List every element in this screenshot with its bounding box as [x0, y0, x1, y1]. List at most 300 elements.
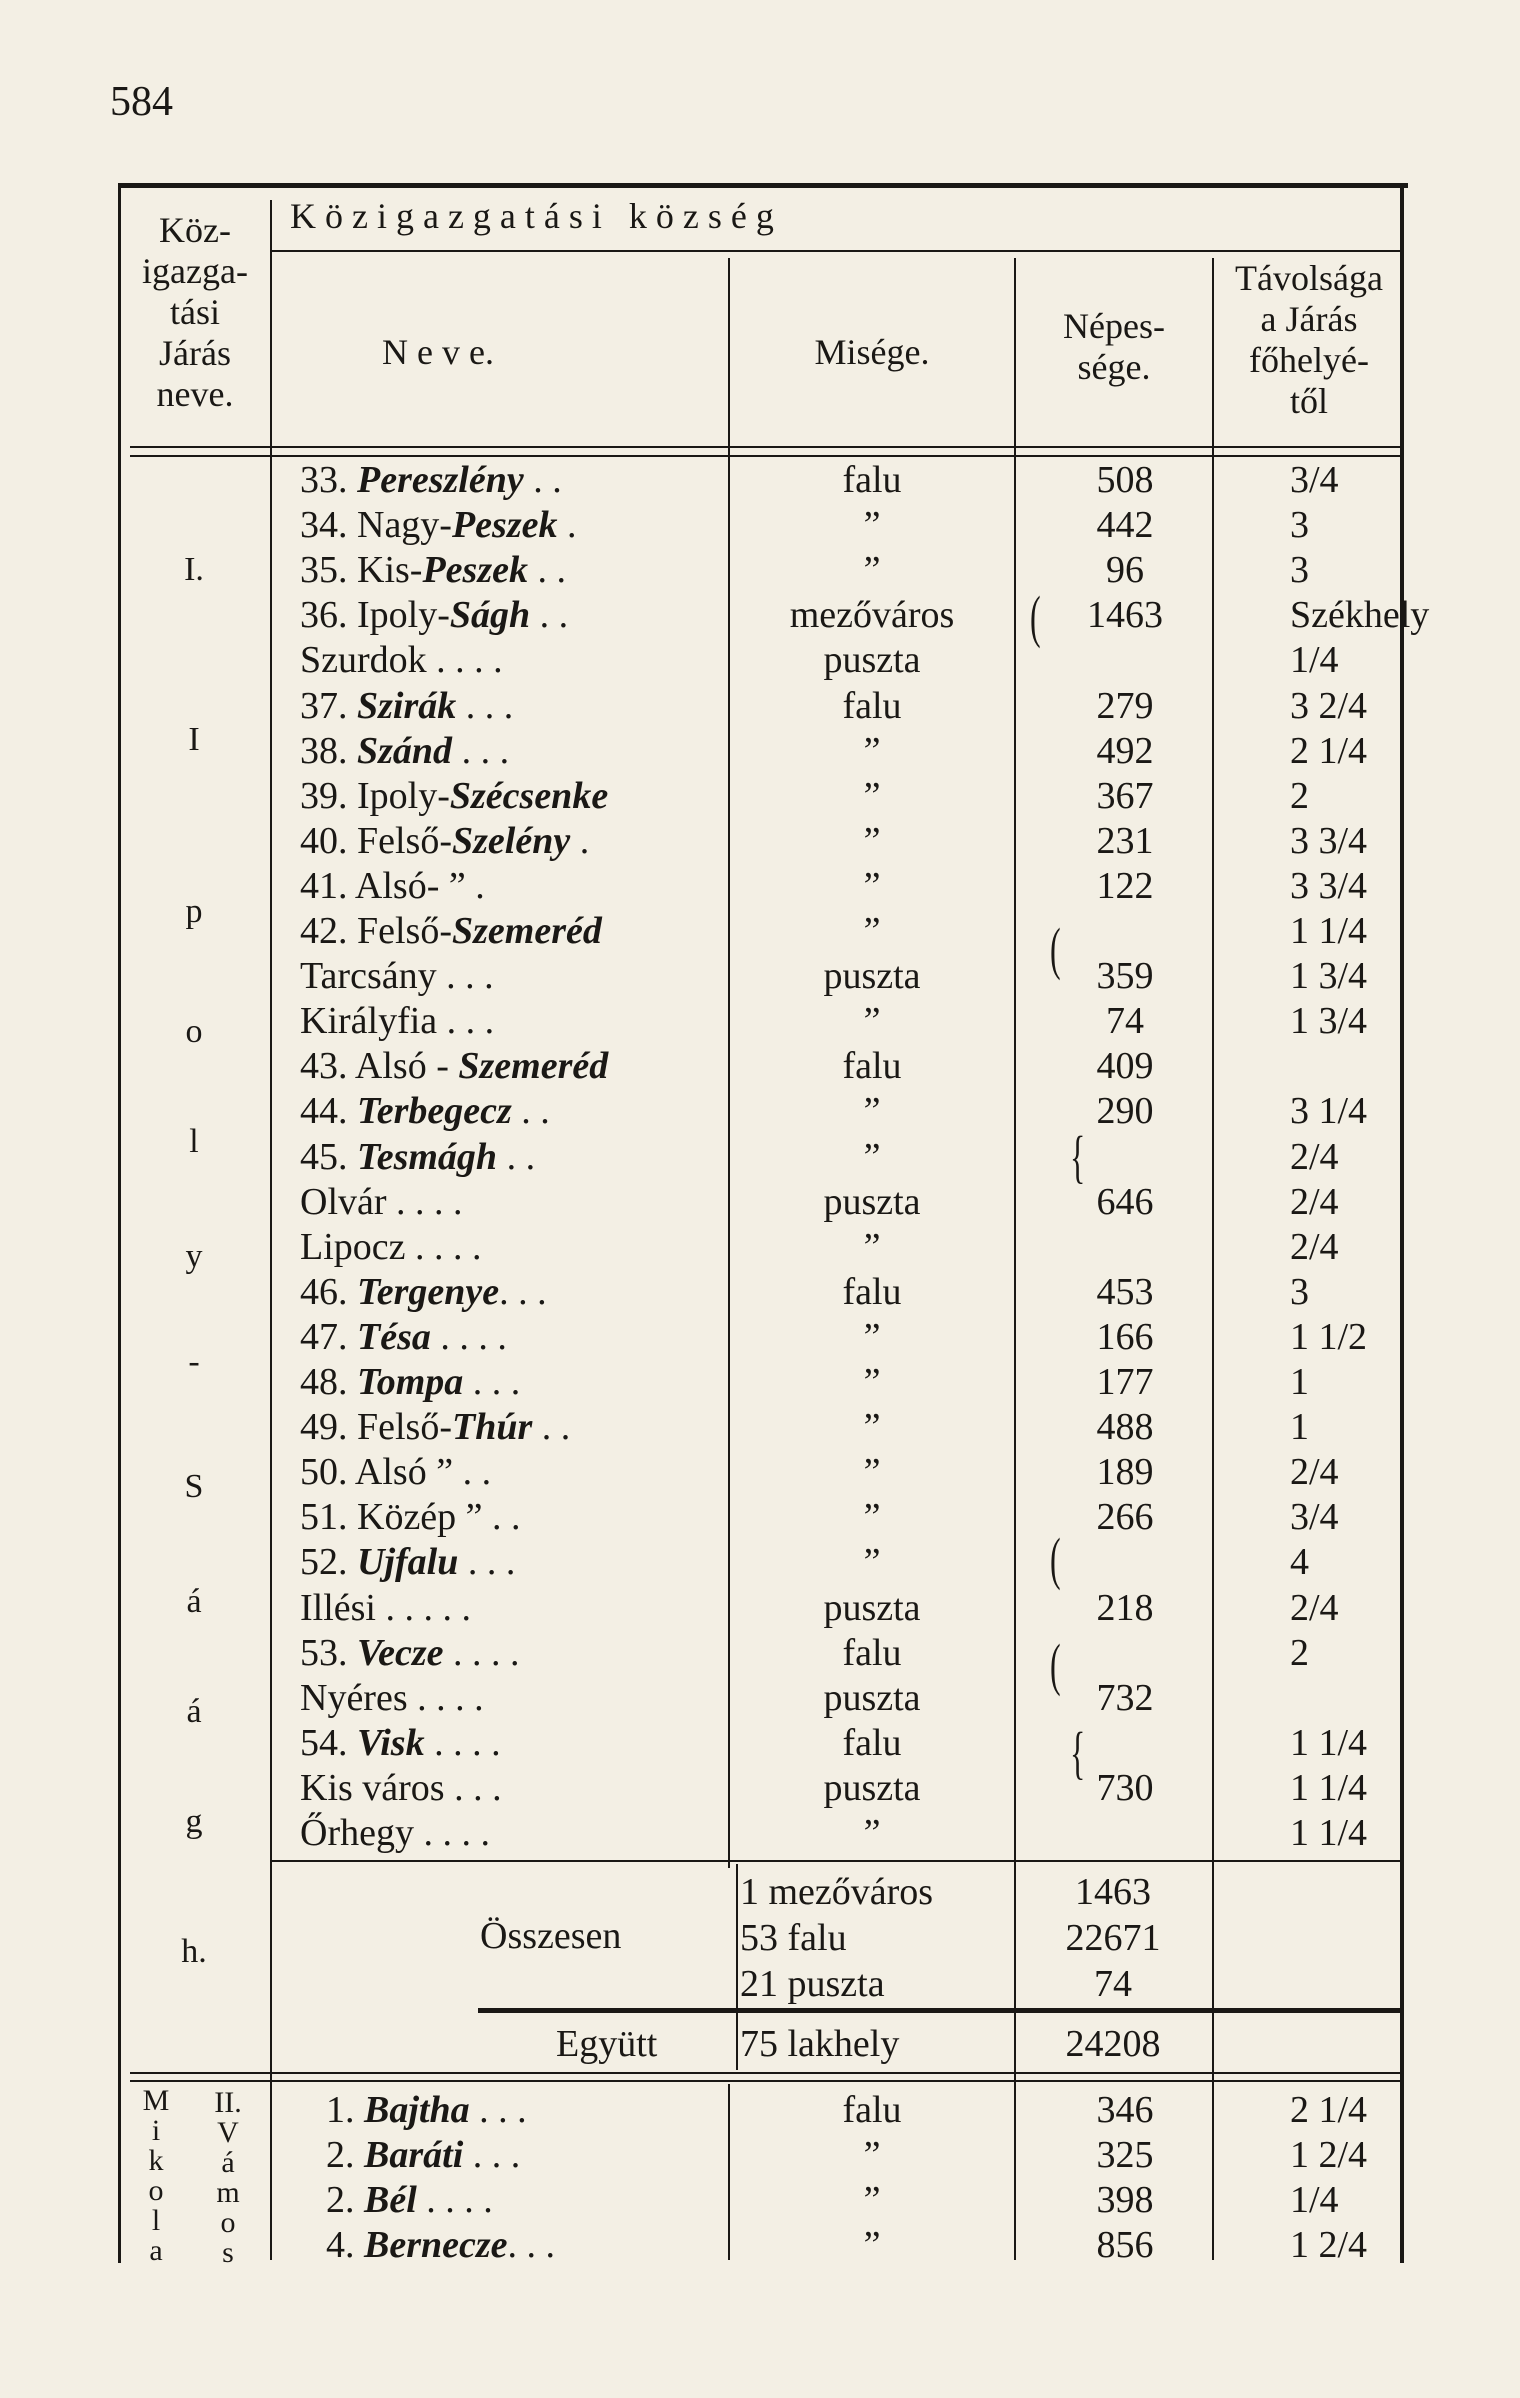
- together-top-rule: [478, 2008, 1402, 2013]
- table-row: [0, 638, 1520, 682]
- row-name-prefix: Alsó- ”: [354, 864, 466, 907]
- row-number: 36.: [300, 594, 357, 637]
- table-row: [0, 1631, 1520, 1675]
- row-name-italic: Szécsenke: [449, 774, 609, 817]
- row-name: [300, 774, 608, 818]
- row-type: ”: [863, 774, 881, 817]
- table-row: [0, 503, 1520, 547]
- row-dots: . .: [497, 1135, 536, 1178]
- row-population: 122: [1096, 864, 1154, 907]
- row-type: ”: [863, 910, 881, 952]
- row-distance: 3/4: [1290, 459, 1339, 501]
- row-dots: . . . .: [430, 1315, 507, 1358]
- row-dots: . . .: [463, 1361, 521, 1403]
- row-distance: 1: [1290, 1406, 1309, 1449]
- totals-population: 1463: [1075, 1871, 1151, 1913]
- row-number: 51.: [300, 1496, 357, 1539]
- row-name: [300, 1495, 521, 1539]
- row-distance: 2/4: [1290, 1135, 1339, 1178]
- row-type: falu: [842, 1270, 902, 1313]
- row-number: 52.: [300, 1541, 357, 1584]
- row-name-prefix: Alsó ”: [354, 1451, 454, 1494]
- row-population: 218: [1096, 1586, 1154, 1629]
- header-group-rule: [272, 250, 1402, 252]
- row-name: [300, 1225, 482, 1269]
- row-number: 2.: [326, 2134, 364, 2176]
- row-population: 266: [1096, 1496, 1154, 1539]
- table-row: [0, 954, 1520, 998]
- table-row: [0, 548, 1520, 592]
- row-type: falu: [842, 1631, 902, 1674]
- district1-letter: S: [184, 1468, 204, 1505]
- table-row: [0, 999, 1520, 1043]
- row-name-prefix: Lipocz . . . .: [300, 1225, 482, 1268]
- row-population: 409: [1096, 1045, 1154, 1088]
- together-type: 75 lakhely: [740, 2023, 900, 2065]
- row-dots: . . .: [458, 1541, 516, 1584]
- row-distance: 3: [1290, 1270, 1309, 1313]
- row-dots: . . .: [456, 684, 514, 727]
- row-dots: . . .: [507, 2224, 556, 2266]
- row-name: [326, 2178, 493, 2222]
- district2-letter-b: i: [151, 2114, 161, 2147]
- row-type: ”: [863, 1812, 881, 1854]
- row-name: [300, 1270, 547, 1314]
- table-row: [0, 1270, 1520, 1314]
- row-dots: . . . .: [424, 1721, 501, 1764]
- row-dots: . .: [530, 594, 569, 637]
- row-distance: 3 1/4: [1290, 1090, 1368, 1133]
- row-distance: 1 2/4: [1290, 2134, 1368, 2176]
- row-type: ”: [863, 2134, 881, 2176]
- row-type: falu: [842, 684, 902, 727]
- district2-letter-a: s: [222, 2236, 234, 2269]
- row-population: 189: [1096, 1451, 1154, 1494]
- brace-ipolysagh: (: [1030, 584, 1041, 649]
- row-population: 166: [1096, 1315, 1154, 1358]
- row-name-prefix: Felső-: [357, 819, 452, 862]
- row-name-prefix: Illési . . . . .: [300, 1586, 471, 1629]
- row-dots: . . . .: [443, 1631, 520, 1674]
- table-row: [0, 1495, 1520, 1539]
- table-row: [0, 1044, 1520, 1088]
- row-population: 508: [1096, 459, 1154, 501]
- row-number: 4.: [326, 2224, 364, 2266]
- row-name: [300, 1766, 502, 1810]
- totals-type: 53 falu: [740, 1917, 847, 1959]
- table-row: [0, 2174, 1520, 2222]
- row-number: 38.: [300, 729, 357, 772]
- row-name-prefix: Szurdok . . . .: [300, 639, 503, 682]
- row-name: [300, 548, 566, 592]
- row-type: falu: [842, 2089, 902, 2131]
- brace-visk: {: [1070, 1720, 1086, 1785]
- totals-population: 22671: [1065, 1917, 1161, 1959]
- row-name: [300, 1180, 463, 1224]
- together-label: Együtt: [556, 2023, 658, 2065]
- row-type: falu: [842, 459, 902, 501]
- table-row: [0, 2133, 1520, 2177]
- table-row: [0, 1721, 1520, 1765]
- row-name: [300, 503, 577, 547]
- table-row: [0, 774, 1520, 818]
- district2-letter-b: a: [149, 2234, 163, 2267]
- row-name-italic: Terbegecz: [357, 1090, 512, 1133]
- row-population: 290: [1096, 1090, 1154, 1133]
- row-dots: . .: [532, 1406, 571, 1449]
- district1-letter: h.: [181, 1933, 207, 1970]
- row-dots: .: [465, 864, 485, 907]
- row-name-prefix: Ipoly-: [357, 774, 450, 817]
- table-row: [0, 864, 1520, 908]
- row-number: 42.: [300, 910, 357, 952]
- row-name-italic: Szánd: [357, 729, 453, 772]
- row-population: 279: [1096, 684, 1154, 727]
- row-distance: 1 3/4: [1290, 1000, 1368, 1043]
- table-row: [0, 684, 1520, 728]
- row-name-italic: Tergenye: [357, 1270, 500, 1313]
- row-population: 730: [1096, 1766, 1154, 1809]
- table-row: [0, 1405, 1520, 1449]
- row-number: 50.: [300, 1451, 355, 1494]
- table-row: [0, 1135, 1520, 1179]
- row-dots: . . .: [463, 2134, 521, 2176]
- row-dots: . .: [527, 549, 566, 592]
- totals-type: 21 puszta: [740, 1963, 885, 2005]
- row-name: [300, 954, 494, 998]
- row-population: 488: [1096, 1406, 1154, 1449]
- row-name-italic: Peszek: [451, 504, 558, 547]
- district1-letter: o: [185, 1013, 203, 1050]
- row-name: [300, 864, 485, 908]
- row-name-italic: Bajtha: [364, 2089, 470, 2131]
- row-name-italic: Tésa: [357, 1315, 431, 1358]
- row-type: puszta: [823, 1586, 921, 1629]
- row-dots: . . .: [499, 1270, 547, 1313]
- row-name-prefix: Őrhegy . . . .: [300, 1812, 490, 1854]
- totals-top-rule: [272, 1860, 1402, 1862]
- row-name: [300, 1089, 550, 1133]
- district1-letter: y: [185, 1238, 203, 1275]
- district2-letter-a: á: [221, 2146, 235, 2179]
- row-type: falu: [842, 1045, 902, 1088]
- row-name-italic: Szemeréd: [452, 910, 602, 952]
- row-name-italic: Szirák: [357, 684, 457, 727]
- row-type: ”: [863, 1541, 881, 1584]
- row-type: ”: [863, 819, 881, 862]
- district-column-header: Köz- igazga- tási Járás neve.: [142, 210, 248, 414]
- totals-type: 1 mezőváros: [740, 1871, 934, 1913]
- district2-letter-a: V: [217, 2116, 239, 2149]
- row-population: 359: [1096, 955, 1154, 998]
- row-type: ”: [863, 1000, 881, 1043]
- row-number: 45.: [300, 1135, 357, 1178]
- table-row: [0, 1540, 1520, 1584]
- table-row: [0, 1811, 1520, 1855]
- row-type: ”: [863, 1451, 881, 1494]
- row-distance: 2 1/4: [1290, 729, 1368, 772]
- row-population: 453: [1096, 1270, 1154, 1313]
- row-name: [300, 1135, 535, 1179]
- row-name: [326, 2088, 527, 2132]
- row-name: [300, 1811, 490, 1855]
- row-population: 1463: [1087, 594, 1163, 637]
- row-name-prefix: Kis város . . .: [300, 1766, 502, 1809]
- row-number: 43.: [300, 1045, 355, 1088]
- row-distance: 2: [1290, 1631, 1309, 1674]
- row-number: 53.: [300, 1631, 357, 1674]
- row-type: puszta: [823, 1766, 921, 1809]
- district2-letter-a: II.: [214, 2086, 242, 2119]
- brace-vecze: (: [1050, 1632, 1061, 1697]
- row-number: 48.: [300, 1361, 357, 1403]
- row-distance: 2: [1290, 774, 1309, 817]
- row-number: 54.: [300, 1721, 357, 1764]
- row-distance: 3 2/4: [1290, 684, 1368, 727]
- row-name: [300, 638, 503, 682]
- row-dots: . . . .: [416, 2179, 493, 2221]
- row-name: [300, 684, 513, 728]
- row-distance: 1/4: [1290, 639, 1339, 682]
- row-number: 34.: [300, 504, 357, 547]
- row-distance: 2/4: [1290, 1225, 1339, 1268]
- row-distance: 1 1/4: [1290, 1812, 1368, 1854]
- row-population: 442: [1096, 504, 1154, 547]
- table-row: [0, 458, 1520, 502]
- row-type: mezőváros: [789, 594, 955, 637]
- row-population: 367: [1096, 774, 1154, 817]
- table-row: [0, 1676, 1520, 1720]
- row-name-italic: Thúr: [452, 1406, 533, 1449]
- row-name: [300, 1721, 501, 1765]
- row-type: ”: [863, 864, 881, 907]
- district1-letter: I.: [184, 551, 204, 588]
- row-distance: 1 1/2: [1290, 1315, 1368, 1358]
- district2-letter-b: M: [142, 2084, 170, 2117]
- row-type: puszta: [823, 955, 921, 998]
- row-distance: Székhely: [1290, 594, 1430, 637]
- row-name-italic: Ujfalu: [357, 1541, 459, 1584]
- row-type: puszta: [823, 1180, 921, 1223]
- table-row: [0, 909, 1520, 953]
- row-distance: 1 1/4: [1290, 1766, 1368, 1809]
- district1-letter: p: [185, 893, 203, 930]
- district2-letter-a: o: [220, 2206, 236, 2239]
- row-distance: 1/4: [1290, 2179, 1339, 2221]
- row-name-italic: Vecze: [357, 1631, 444, 1674]
- table-row: [0, 1315, 1520, 1359]
- row-type: ”: [863, 1315, 881, 1358]
- row-name: [300, 458, 562, 502]
- totals-population: 74: [1094, 1963, 1132, 2005]
- row-name-italic: Bernecze: [364, 2224, 508, 2266]
- row-distance: 1 1/4: [1290, 1721, 1368, 1764]
- row-name: [300, 1405, 570, 1449]
- brace-tesmagh: {: [1070, 1124, 1086, 1189]
- row-name-italic: Ságh: [449, 594, 531, 637]
- district1-letter: g: [185, 1803, 203, 1840]
- row-name-prefix: Nyéres . . . .: [300, 1676, 484, 1719]
- row-type: ”: [863, 1135, 881, 1178]
- table-row: [0, 1360, 1520, 1404]
- row-number: 33.: [300, 459, 357, 501]
- row-name: [300, 909, 602, 953]
- row-distance: 2/4: [1290, 1180, 1339, 1223]
- row-number: 40.: [300, 819, 357, 862]
- district1-letter: l: [189, 1123, 199, 1160]
- totals-label: Összesen: [480, 1915, 622, 1957]
- row-name-prefix: Közép ”: [357, 1496, 483, 1539]
- row-name: [300, 1540, 515, 1584]
- row-name-prefix: Felső-: [357, 1406, 452, 1449]
- row-type: ”: [863, 2224, 881, 2266]
- row-number: 47.: [300, 1315, 357, 1358]
- table-row: [0, 2084, 1520, 2132]
- row-name-prefix: Kis-: [357, 549, 423, 592]
- together-population: 24208: [1065, 2023, 1161, 2065]
- row-name: [300, 1631, 520, 1675]
- row-name-italic: Szemeréd: [458, 1045, 609, 1088]
- row-name-italic: Szelény: [452, 819, 571, 862]
- row-type: ”: [863, 1225, 881, 1268]
- district2-letter-b: k: [148, 2144, 164, 2177]
- row-type: puszta: [823, 639, 921, 682]
- row-number: 46.: [300, 1270, 357, 1313]
- row-type: ”: [863, 2179, 881, 2221]
- row-dots: .: [570, 819, 590, 862]
- row-name-italic: Tesmágh: [357, 1135, 498, 1178]
- row-name-italic: Bél: [364, 2179, 417, 2221]
- row-distance: 3 3/4: [1290, 864, 1368, 907]
- row-number: 37.: [300, 684, 357, 727]
- row-population: 646: [1096, 1180, 1154, 1223]
- row-name: [300, 1676, 484, 1720]
- district1-letter: á: [186, 1693, 202, 1730]
- row-distance: 3/4: [1290, 1496, 1339, 1539]
- row-name-prefix: Nagy-: [357, 504, 452, 547]
- row-name: [300, 593, 568, 637]
- type-column-header: Misége.: [814, 332, 930, 372]
- row-type: ”: [863, 1361, 881, 1403]
- row-dots: . .: [453, 1451, 492, 1494]
- row-number: 35.: [300, 549, 357, 592]
- row-population: 346: [1096, 2089, 1154, 2131]
- row-distance: 1 3/4: [1290, 955, 1368, 998]
- district2-letter-a: m: [216, 2176, 240, 2209]
- row-distance: 1 1/4: [1290, 910, 1368, 952]
- row-name-italic: Baráti: [364, 2134, 464, 2176]
- row-distance: 2/4: [1290, 1586, 1339, 1629]
- row-name-prefix: Ipoly-: [357, 594, 450, 637]
- row-type: ”: [863, 549, 881, 592]
- row-population: 177: [1096, 1361, 1154, 1403]
- row-dots: . .: [523, 459, 562, 501]
- row-name-italic: Visk: [357, 1721, 425, 1764]
- row-name: [326, 2133, 520, 2177]
- row-population: 732: [1096, 1676, 1154, 1719]
- row-distance: 4: [1290, 1541, 1309, 1584]
- row-number: 2.: [326, 2179, 364, 2221]
- row-distance: 1 2/4: [1290, 2224, 1368, 2266]
- name-column-header: N e v e.: [382, 332, 494, 372]
- row-name-italic: Tompa: [357, 1361, 464, 1403]
- row-name-italic: Pereszlény: [357, 459, 524, 501]
- row-population: 856: [1096, 2224, 1154, 2266]
- row-population: 74: [1106, 1000, 1144, 1043]
- row-name-prefix: Felső-: [357, 910, 452, 952]
- brace-szemered: (: [1050, 916, 1061, 981]
- row-name: [300, 1360, 520, 1404]
- row-dots: . .: [482, 1496, 521, 1539]
- row-name: [300, 1450, 491, 1494]
- row-type: ”: [863, 729, 881, 772]
- row-number: 49.: [300, 1406, 357, 1449]
- row-dots: .: [557, 504, 577, 547]
- row-name: [326, 2223, 555, 2267]
- row-population: 492: [1096, 729, 1154, 772]
- row-distance: 2 1/4: [1290, 2089, 1368, 2131]
- row-distance: 1: [1290, 1361, 1309, 1403]
- row-population: 96: [1106, 549, 1144, 592]
- population-column-header: Népes- sége.: [1063, 306, 1165, 387]
- row-name: [300, 1044, 608, 1088]
- row-name: [300, 999, 494, 1043]
- row-dots: . . .: [469, 2089, 527, 2131]
- row-dots: . . .: [452, 729, 510, 772]
- row-type: puszta: [823, 1676, 921, 1719]
- row-name: [300, 1315, 507, 1359]
- row-number: 44.: [300, 1090, 357, 1133]
- table-row: [0, 819, 1520, 863]
- row-type: ”: [863, 504, 881, 547]
- row-name-prefix: Királyfia . . .: [300, 1000, 495, 1043]
- row-distance: 3: [1290, 549, 1309, 592]
- district1-letter: -: [188, 1343, 200, 1380]
- district1-letter: I: [188, 721, 200, 758]
- row-name-prefix: Olvár . . . .: [300, 1180, 463, 1223]
- table-row: [0, 2223, 1520, 2267]
- row-name: [300, 819, 589, 863]
- district2-letter-b: l: [151, 2204, 161, 2237]
- row-name-prefix: Alsó -: [354, 1045, 459, 1088]
- table-row: [0, 1180, 1520, 1224]
- row-type: falu: [842, 1721, 902, 1764]
- row-dots: . .: [511, 1090, 550, 1133]
- table-row: [0, 729, 1520, 773]
- row-type: ”: [863, 1406, 881, 1449]
- row-name: [300, 729, 509, 773]
- group-header: K ö z i g a z g a t á s i k ö z s é g: [290, 196, 774, 236]
- row-name: [300, 1586, 471, 1630]
- row-distance: 3: [1290, 504, 1309, 547]
- district1-letter: á: [186, 1583, 202, 1620]
- row-distance: 3 3/4: [1290, 819, 1368, 862]
- district2-letter-b: o: [148, 2174, 164, 2207]
- row-population: 398: [1096, 2179, 1154, 2221]
- row-population: 231: [1096, 819, 1154, 862]
- row-number: 39.: [300, 774, 357, 817]
- table-row: [0, 1089, 1520, 1133]
- table-row: [0, 1225, 1520, 1269]
- distance-column-header: Távolsága a Járás főhelyé- től: [1235, 258, 1383, 421]
- table-row: [0, 1586, 1520, 1630]
- row-distance: 2/4: [1290, 1451, 1339, 1494]
- page-number: 584: [110, 79, 173, 125]
- table-row: [0, 593, 1520, 637]
- table-row: [0, 1450, 1520, 1494]
- row-name-prefix: Tarcsány . . .: [300, 955, 494, 998]
- row-type: ”: [863, 1496, 881, 1539]
